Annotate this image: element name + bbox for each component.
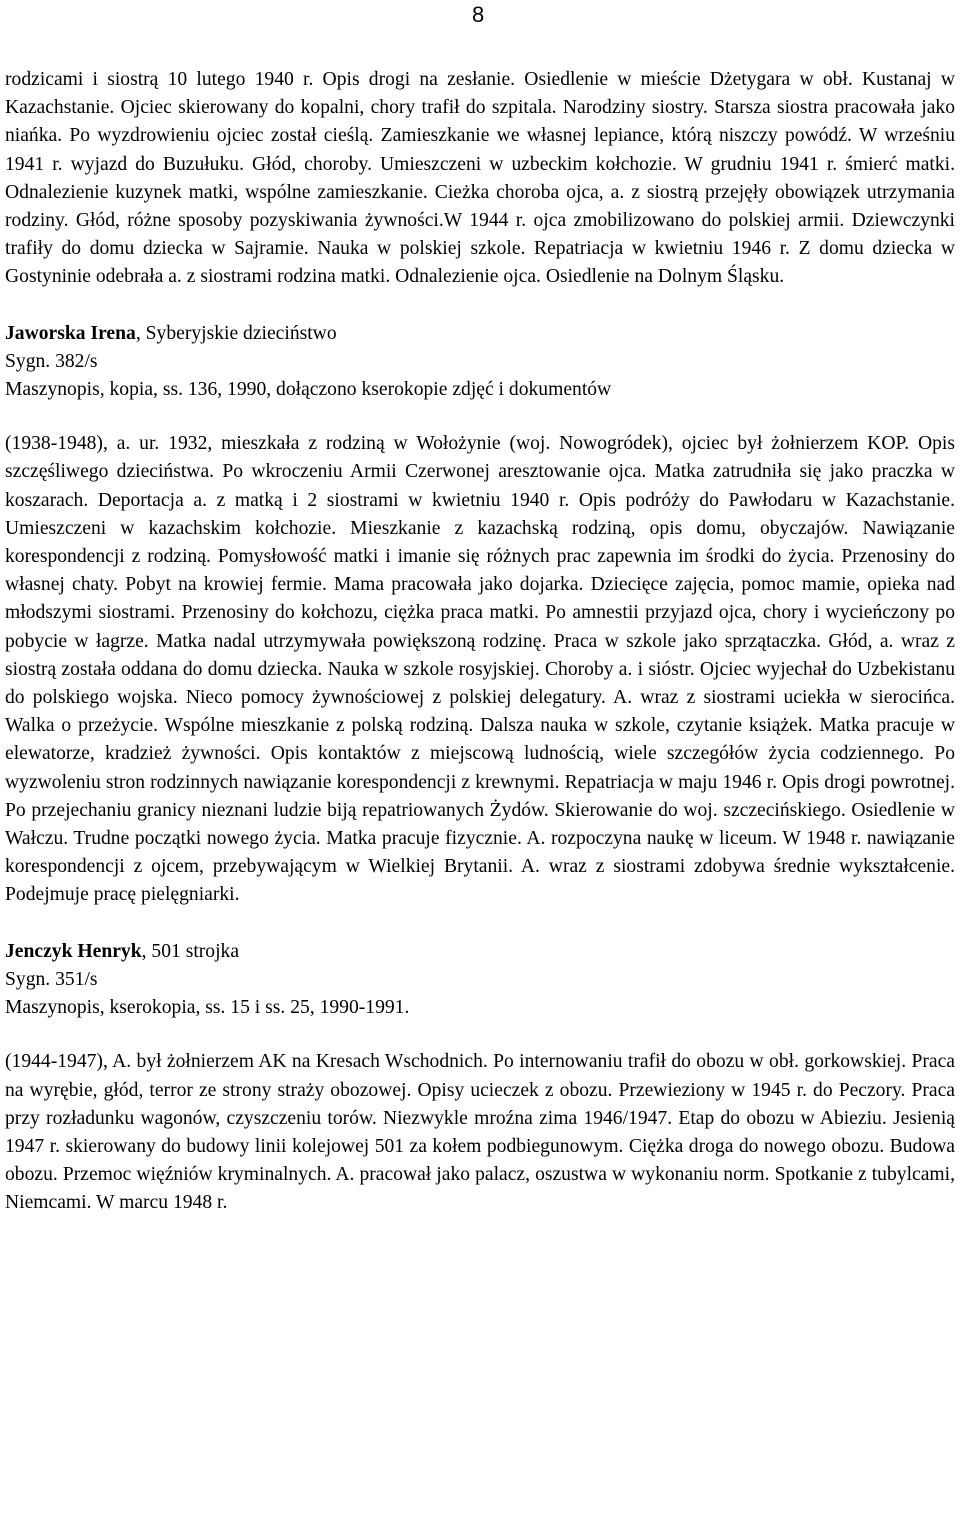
entry-title: , 501 strojka	[141, 940, 240, 962]
catalog-entry	[5, 938, 955, 1218]
entry-description: Maszynopis, kopia, ss. 136, 1990, dołączono kserokopie zdjęć i dokumentów	[5, 379, 612, 401]
document-body	[5, 66, 955, 1218]
continuation-paragraph: rodzicami i siostrą 10 lutego 1940 r. Opis drogi na zesłanie. Osiedlenie w mieście Dżetygara w obł. Kustanaj w Kazachstanie. Ojciec skierowany do kopalni, chory trafił do szpitala. Narodziny siostry. Starsza siostra pracowała jako niańka. Po wyzdrowieniu ojciec został cieślą. Zamieszkanie we własnej lepiance, którą niszczy powódź. W wrześniu 1941 r. wyjazd do Buzułuku. Głód, choroby. Umieszczeni w uzbeckim kołchozie. W grudniu 1941 r. śmierć matki. Odnalezienie kuzynek matki, wspólne zamieszkanie. Cieżka choroba ojca, a. z siostrą przejęły obowiązek utrzymania rodziny. Głód, różne sposoby pozyskiwania żywności.W 1944 r. ojca zmobilizowano do polskiej armii. Dziewczynki trafiły do domu dziecka w Sajramie. Nauka w polskiej szkole. Repatriacja w kwietniu 1946 r. Z domu dziecka w Gostyninie odebrała a. z siostrami rodzina matki. Odnalezienie ojca. Osiedlenie na Dolnym Śląsku.	[5, 69, 955, 288]
page-number: 8	[472, 2, 485, 27]
entry-summary: (1938-1948), a. ur. 1932, mieszkała z rodziną w Wołożynie (woj. Nowogródek), ojciec był żołnierzem KOP. Opis szczęśliwego dzieciństwa. Po wkroczeniu Armii Czerwonej aresztowanie ojca. Matka zatrudniła się jako praczka w koszarach. Deportacja a. z matką i 2 siostrami w kwietniu 1940 r. Opis podróży do Pawłodaru w Kazachstanie. Umieszczeni w kazachskim kołchozie. Mieszkanie z kazachską rodziną, opis domu, obyczajów. Nawiązanie korespondencji z rodziną. Pomysłowość matki i imanie się różnych prac zapewnia im środki do życia. Przenosiny do własnej chaty. Pobyt na krowiej fermie. Mama pracowała jako dojarka. Dziecięce zajęcia, pomoc mamie, opieka nad młodszymi siostrami. Przenosiny do kołchozu, ciężka praca matki. Po amnestii przyjazd ojca, chory i wycieńczony po pobycie w łagrze. Matka nadal utrzymywała powiększoną rodzinę. Praca w szkole jako sprzątaczka. Głód, a. wraz z siostrą została oddana do domu dziecka. Nauka w szkole rosyjskiej. Choroby a. i sióstr. Ojciec wyjechał do Uzbekistanu do polskiego wojska. Nieco pomocy żywnościowej z polskiej delegatury. A. wraz z siostrami uciekła w sierocińca. Walka o przeżycie. Wspólne mieszkanie z polską rodziną. Dalsza nauka w szkole, czytanie książek. Matka pracuje w elewatorze, kradzież żywności. Opis kontaktów z miejscową ludnością, wiele szczegółów życia codziennego. Po wyzwoleniu stron rodzinnych nawiązanie korespondencji z krewnymi. Repatriacja w maju 1946 r. Opis drogi powrotnej. Po przejechaniu granicy nieznani ludzie biją repatriowanych Żydów. Skierowanie do woj. szczecińskiego. Osiedlenie w Wałczu. Trudne początki nowego życia. Matka pracuje fizycznie. A. rozpoczyna naukę w liceum. W 1948 r. nawiązanie korespondencji z ojcem, przebywającym w Wielkiej Brytanii. A. wraz z siostrami zdobywa średnie wykształcenie. Podejmuje pracę pielęgniarki.	[5, 433, 955, 906]
entry-signature: Sygn. 351/s	[5, 968, 98, 990]
entry-summary: (1944-1947), A. był żołnierzem AK na Kresach Wschodnich. Po internowaniu trafił do obozu w obł. gorkowskiej. Praca na wyrębie, głód, terror ze strony straży obozowej. Opisy ucieczek z obozu. Przewieziony w 1945 r. do Peczory. Praca przy rozładunku wagonów, czyszczeniu torów. Niezwykle mroźna zima 1946/1947. Etap do obozu w Abieziu. Jesienią 1947 r. skierowany do budowy linii kolejowej 501 za kołem podbiegunowym. Ciężka droga do nowego obozu. Budowa obozu. Przemoc więźniów kryminalnych. A. pracował jako palacz, oszustwa w wykonaniu norm. Spotkanie z tubylcami, Niemcami. W marcu 1948 r.	[5, 1051, 955, 1214]
catalog-entry	[5, 320, 955, 910]
entry-description: Maszynopis, kserokopia, ss. 15 i ss. 25, 1990-1991.	[5, 997, 410, 1019]
entry-title: , Syberyjskie dzieciństwo	[135, 322, 337, 344]
entry-author-name: Jaworska Irena	[5, 322, 136, 344]
entry-heading	[5, 938, 955, 966]
entry-signature: Sygn. 382/s	[5, 350, 98, 372]
entry-author-name: Jenczyk Henryk	[5, 940, 142, 962]
entry-heading	[5, 320, 955, 348]
